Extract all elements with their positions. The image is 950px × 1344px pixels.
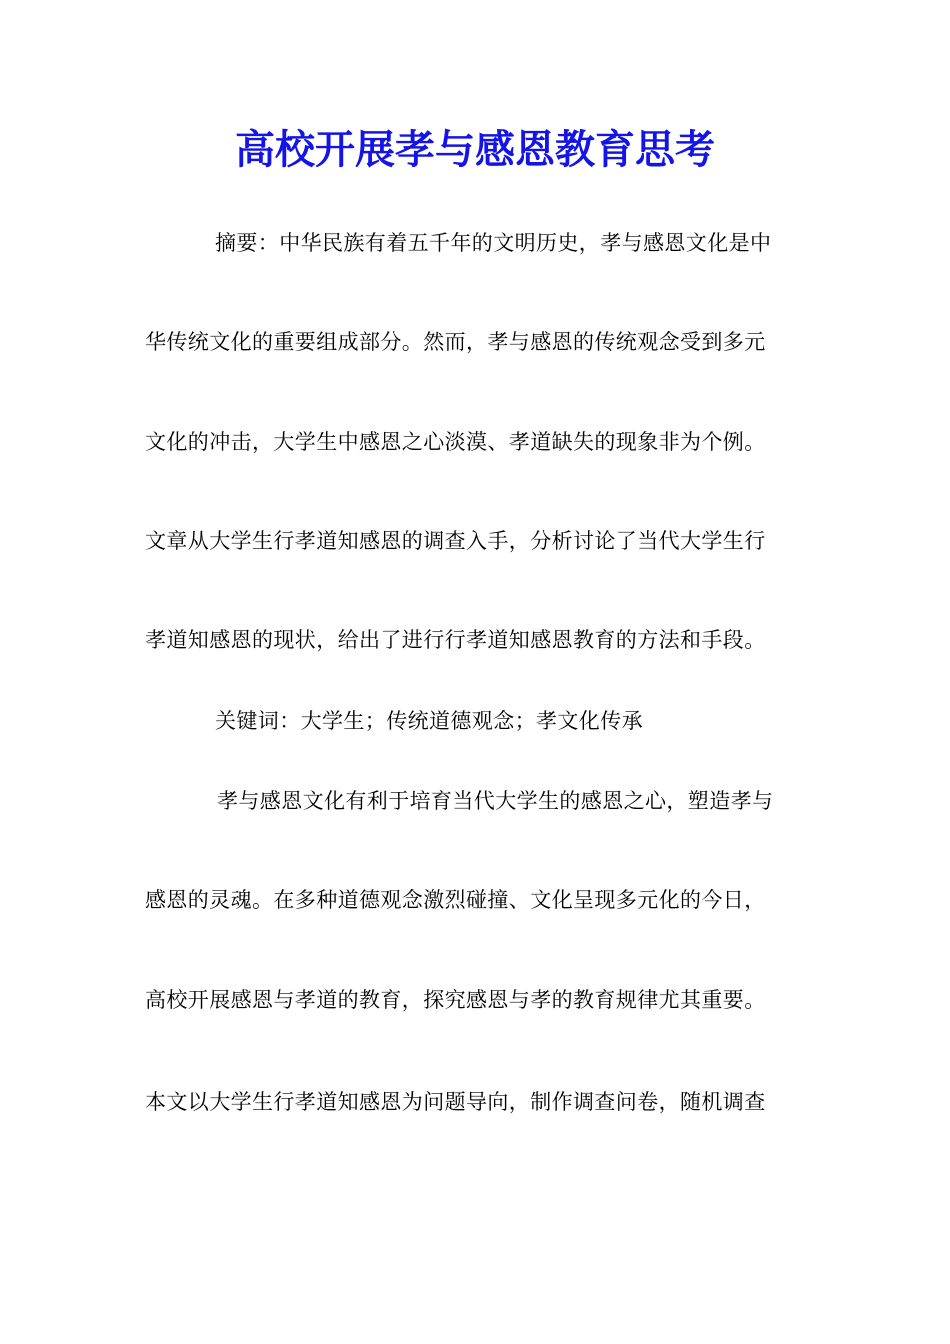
abstract-line: 文章从大学生行孝道知感恩的调查入手，分析讨论了当代大学生行 (145, 529, 766, 553)
abstract-line: 摘要：中华民族有着五千年的文明历史，孝与感恩文化是中 (215, 231, 772, 255)
abstract-line: 华传统文化的重要组成部分。然而，孝与感恩的传统观念受到多元 (145, 330, 766, 354)
keywords-line: 关键词：大学生；传统道德观念；孝文化传承 (215, 709, 643, 733)
abstract-line: 孝道知感恩的现状，给出了进行行孝道知感恩教育的方法和手段。 (145, 628, 766, 652)
body-line: 本文以大学生行孝道知感恩为问题导向，制作调查问卷，随机调查 (145, 1090, 766, 1114)
body-line: 高校开展感恩与孝道的教育，探究感恩与孝的教育规律尤其重要。 (145, 988, 766, 1012)
abstract-line: 文化的冲击，大学生中感恩之心淡漠、孝道缺失的现象非为个例。 (145, 430, 766, 454)
document-title: 高校开展孝与感恩教育思考 (235, 126, 715, 173)
body-line: 感恩的灵魂。在多种道德观念激烈碰撞、文化呈现多元化的今日， (145, 888, 766, 912)
body-line: 孝与感恩文化有利于培育当代大学生的感恩之心，塑造孝与 (217, 789, 774, 813)
